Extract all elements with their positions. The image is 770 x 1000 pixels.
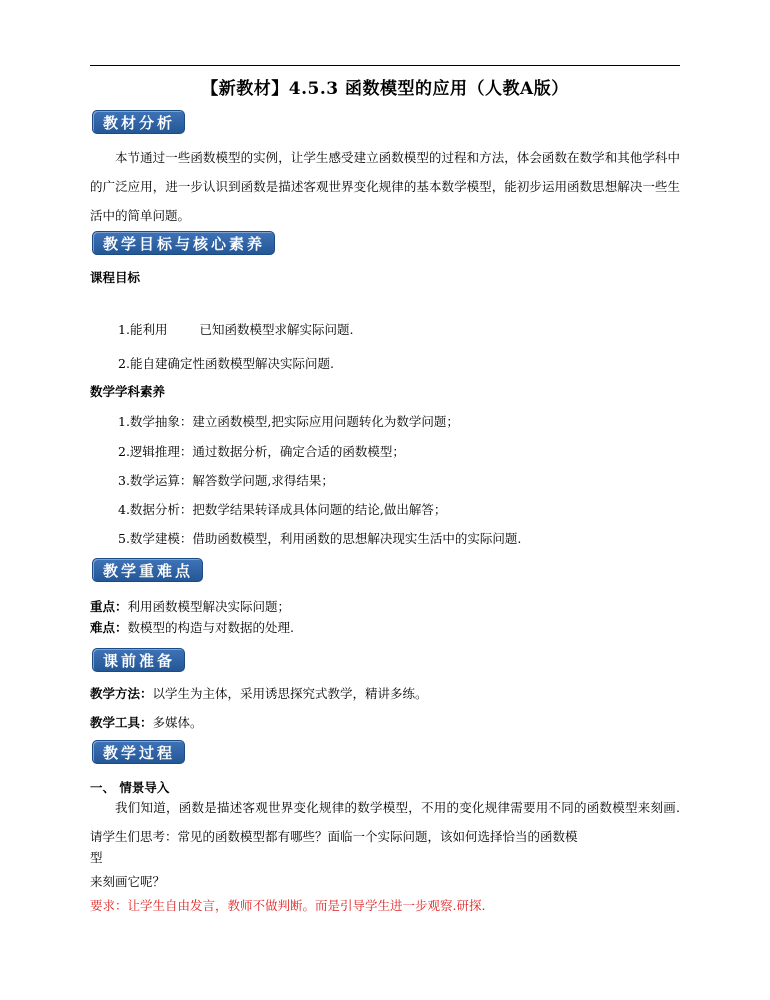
step1-paragraph-end: 来刻画它呢？ — [90, 874, 166, 889]
literacy-item: 4.数据分析：把数学结果转译成具体问题的结论,做出解答； — [118, 502, 447, 517]
focus-label: 重点： — [90, 599, 128, 614]
literacy-item: 5.数学建模：借助函数模型，利用函数的思想解决现实生活中的实际问题. — [118, 531, 522, 546]
step1-paragraph: 我们知道，函数是描述客观世界变化规律的数学模型，不用的变化规律需要用不同的函数模型来刻画.请学生们思考：常见的函数模型都有哪些？面临一个实际问题，该如何选择恰当的函数模 — [90, 800, 680, 844]
method-label: 教学方法： — [90, 686, 153, 701]
literacy-item: 3.数学运算：解答数学问题,求得结果； — [118, 473, 334, 488]
method-text: 以学生为主体，采用诱思探究式教学，精讲多练。 — [152, 686, 428, 701]
method-line — [90, 684, 428, 702]
section-banner-key-points: 教学重难点 — [92, 558, 203, 582]
section-banner-preparation: 课前准备 — [92, 648, 185, 672]
course-goal-text-post: 已知函数模型求解实际问题. — [199, 322, 354, 337]
tools-line — [90, 713, 203, 731]
analysis-paragraph: 本节通过一些函数模型的实例，让学生感受建立函数模型的过程和方法，体会函数在数学和其他学科中的广泛应用，进一步认识到函数是描述客观世界变化规律的基本数学模型，能初步运用函数思想解决一些生活中的简单问题。 — [90, 150, 680, 223]
tools-label: 教学工具： — [90, 715, 153, 730]
difficulty-line — [90, 618, 294, 636]
section-banner-analysis: 教材分析 — [92, 110, 185, 134]
course-goal-text: 能自建确定性函数模型解决实际问题. — [129, 356, 334, 371]
section-banner-goals: 教学目标与核心素养 — [92, 231, 275, 255]
focus-line — [90, 597, 290, 615]
literacy-label: 数学学科素养 — [90, 384, 166, 399]
literacy-item: 2.逻辑推理：通过数据分析，确定合适的函数模型； — [118, 444, 405, 459]
literacy-item: 1.数学抽象：建立函数模型,把实际应用问题转化为数学问题； — [118, 414, 459, 429]
course-goals-label: 课程目标 — [90, 270, 141, 285]
step1-label: 一、 情景导入 — [90, 780, 170, 795]
course-goal-text-pre: 能利用 — [129, 322, 168, 337]
course-goal-number: 2. — [118, 356, 130, 371]
page-title: 【新教材】4.5.3 函数模型的应用（人教A版） — [201, 79, 569, 99]
course-goal-item-1 — [118, 320, 353, 338]
section-banner-process: 教学过程 — [92, 740, 185, 764]
step1-paragraph-wrap: 型 — [90, 850, 103, 865]
course-goal-number: 1. — [118, 322, 130, 337]
header-rule — [90, 65, 680, 66]
tools-text: 多媒体。 — [152, 715, 203, 730]
difficulty-text: 数模型的构造与对数据的处理. — [127, 620, 294, 635]
focus-text: 利用函数模型解决实际问题； — [127, 599, 291, 614]
difficulty-label: 难点： — [90, 620, 128, 635]
requirement-note: 要求：让学生自由发言，教师不做判断。而是引导学生进一步观察.研探. — [90, 898, 486, 913]
course-goal-item-2 — [118, 354, 334, 372]
